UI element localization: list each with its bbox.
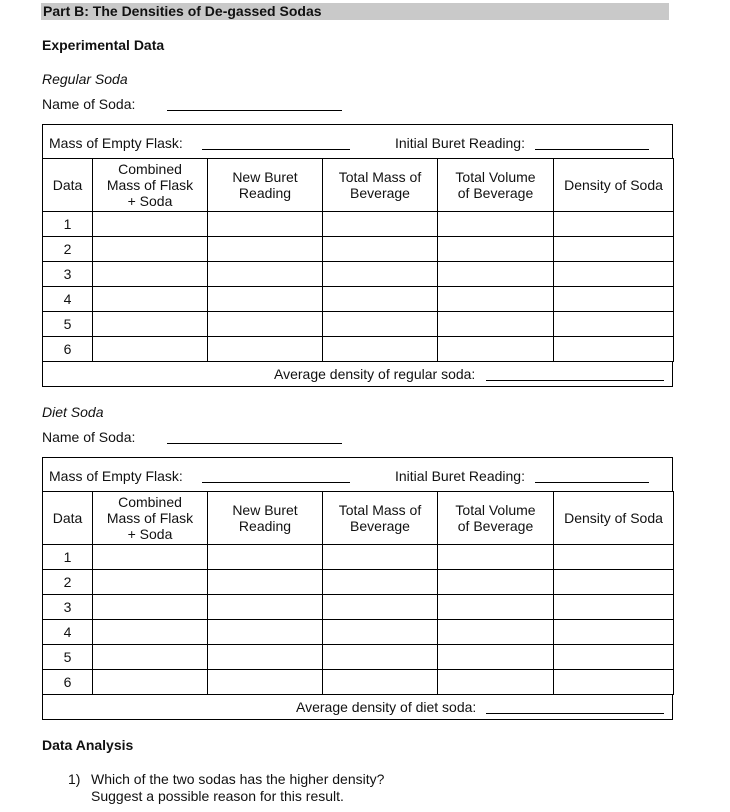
diet-name-label: Name of Soda: (42, 429, 136, 445)
regular-name-fill-line[interactable] (167, 110, 342, 111)
header-new-buret: New Buret Reading (208, 492, 323, 545)
data-cell[interactable] (93, 312, 208, 337)
diet-initial-buret-fill-line[interactable] (535, 482, 649, 483)
row-number: 5 (43, 645, 93, 670)
data-cell[interactable] (93, 287, 208, 312)
data-cell[interactable] (438, 312, 554, 337)
diet-average-row (42, 695, 673, 720)
row-number: 2 (43, 237, 93, 262)
data-cell[interactable] (323, 337, 438, 362)
regular-mass-empty-fill-line[interactable] (202, 149, 350, 150)
row-number: 1 (43, 212, 93, 237)
data-cell[interactable] (93, 237, 208, 262)
header-total-volume: Total Volume of Beverage (438, 159, 554, 212)
question-text-line1: Which of the two sodas has the higher density? (91, 771, 385, 787)
regular-soda-subtitle: Regular Soda (42, 71, 128, 87)
data-cell[interactable] (554, 312, 674, 337)
header-new-buret: New Buret Reading (208, 159, 323, 212)
row-number: 4 (43, 287, 93, 312)
data-cell[interactable] (554, 262, 674, 287)
regular-average-fill-line[interactable] (486, 380, 664, 381)
data-cell[interactable] (208, 212, 323, 237)
data-cell[interactable] (438, 545, 554, 570)
row-number: 3 (43, 262, 93, 287)
data-cell[interactable] (93, 670, 208, 695)
diet-soda-subtitle: Diet Soda (42, 404, 104, 420)
data-cell[interactable] (323, 237, 438, 262)
data-cell[interactable] (323, 212, 438, 237)
row-number: 3 (43, 595, 93, 620)
regular-info-row (42, 124, 673, 158)
data-cell[interactable] (438, 212, 554, 237)
data-cell[interactable] (208, 545, 323, 570)
regular-name-label: Name of Soda: (42, 96, 136, 112)
table-row (43, 337, 674, 362)
data-cell[interactable] (323, 670, 438, 695)
regular-average-row (42, 362, 673, 387)
header-combined-mass: Combined Mass of Flask + Soda (93, 492, 208, 545)
data-cell[interactable] (438, 670, 554, 695)
table-row (43, 570, 674, 595)
data-cell[interactable] (93, 545, 208, 570)
regular-initial-buret-fill-line[interactable] (535, 149, 649, 150)
header-density: Density of Soda (554, 492, 674, 545)
table-row (43, 595, 674, 620)
table-row (43, 620, 674, 645)
diet-data-table (42, 491, 674, 695)
table-row (43, 262, 674, 287)
regular-mass-empty-label: Mass of Empty Flask: (49, 135, 183, 151)
table-row (43, 670, 674, 695)
data-cell[interactable] (323, 312, 438, 337)
diet-mass-empty-fill-line[interactable] (202, 482, 350, 483)
data-analysis-heading: Data Analysis (42, 737, 134, 753)
data-cell[interactable] (323, 620, 438, 645)
header-data: Data (43, 492, 93, 545)
data-cell[interactable] (208, 670, 323, 695)
data-cell[interactable] (554, 237, 674, 262)
regular-data-table (42, 158, 674, 362)
row-number: 5 (43, 312, 93, 337)
table-row (43, 645, 674, 670)
data-cell[interactable] (208, 645, 323, 670)
data-cell[interactable] (438, 237, 554, 262)
diet-average-fill-line[interactable] (486, 713, 664, 714)
data-cell[interactable] (93, 212, 208, 237)
question-text-line2: Suggest a possible reason for this result. (91, 788, 344, 804)
data-cell[interactable] (438, 570, 554, 595)
data-cell[interactable] (93, 620, 208, 645)
row-number: 4 (43, 620, 93, 645)
table-row (43, 312, 674, 337)
data-cell[interactable] (554, 545, 674, 570)
data-cell[interactable] (208, 337, 323, 362)
table-header-row (43, 159, 674, 212)
data-cell[interactable] (93, 595, 208, 620)
data-cell[interactable] (323, 595, 438, 620)
data-cell[interactable] (93, 262, 208, 287)
diet-initial-buret-label: Initial Buret Reading: (395, 468, 525, 484)
diet-average-label: Average density of diet soda: (296, 699, 477, 715)
data-cell[interactable] (438, 595, 554, 620)
header-density: Density of Soda (554, 159, 674, 212)
row-number: 6 (43, 337, 93, 362)
regular-initial-buret-label: Initial Buret Reading: (395, 135, 525, 151)
table-row (43, 237, 674, 262)
data-cell[interactable] (554, 287, 674, 312)
data-cell[interactable] (438, 287, 554, 312)
header-total-mass: Total Mass of Beverage (323, 492, 438, 545)
row-number: 6 (43, 670, 93, 695)
row-number: 1 (43, 545, 93, 570)
data-cell[interactable] (208, 620, 323, 645)
table-row (43, 212, 674, 237)
data-cell[interactable] (323, 570, 438, 595)
data-cell[interactable] (93, 645, 208, 670)
data-cell[interactable] (208, 595, 323, 620)
data-cell[interactable] (208, 262, 323, 287)
section-header: Part B: The Densities of De-gassed Sodas (41, 3, 669, 20)
data-cell[interactable] (208, 570, 323, 595)
data-cell[interactable] (208, 312, 323, 337)
experimental-data-heading: Experimental Data (42, 37, 165, 53)
data-cell[interactable] (554, 595, 674, 620)
row-number: 2 (43, 570, 93, 595)
data-cell[interactable] (323, 262, 438, 287)
data-cell[interactable] (554, 570, 674, 595)
header-combined-mass: Combined Mass of Flask + Soda (93, 159, 208, 212)
data-cell[interactable] (554, 620, 674, 645)
data-cell[interactable] (323, 287, 438, 312)
header-total-mass: Total Mass of Beverage (323, 159, 438, 212)
data-cell[interactable] (208, 287, 323, 312)
diet-name-fill-line[interactable] (167, 443, 342, 444)
data-cell[interactable] (208, 237, 323, 262)
table-row (43, 545, 674, 570)
data-cell[interactable] (438, 337, 554, 362)
header-total-volume: Total Volume of Beverage (438, 492, 554, 545)
table-header-row (43, 492, 674, 545)
data-cell[interactable] (438, 645, 554, 670)
data-cell[interactable] (554, 337, 674, 362)
data-cell[interactable] (554, 645, 674, 670)
data-cell[interactable] (323, 545, 438, 570)
data-cell[interactable] (438, 262, 554, 287)
data-cell[interactable] (93, 570, 208, 595)
data-cell[interactable] (438, 620, 554, 645)
diet-info-row (42, 457, 673, 491)
table-row (43, 287, 674, 312)
regular-average-label: Average density of regular soda: (274, 366, 476, 382)
data-cell[interactable] (554, 670, 674, 695)
data-cell[interactable] (93, 337, 208, 362)
header-data: Data (43, 159, 93, 212)
question-number: 1) (68, 771, 81, 787)
diet-mass-empty-label: Mass of Empty Flask: (49, 468, 183, 484)
data-cell[interactable] (323, 645, 438, 670)
data-cell[interactable] (554, 212, 674, 237)
